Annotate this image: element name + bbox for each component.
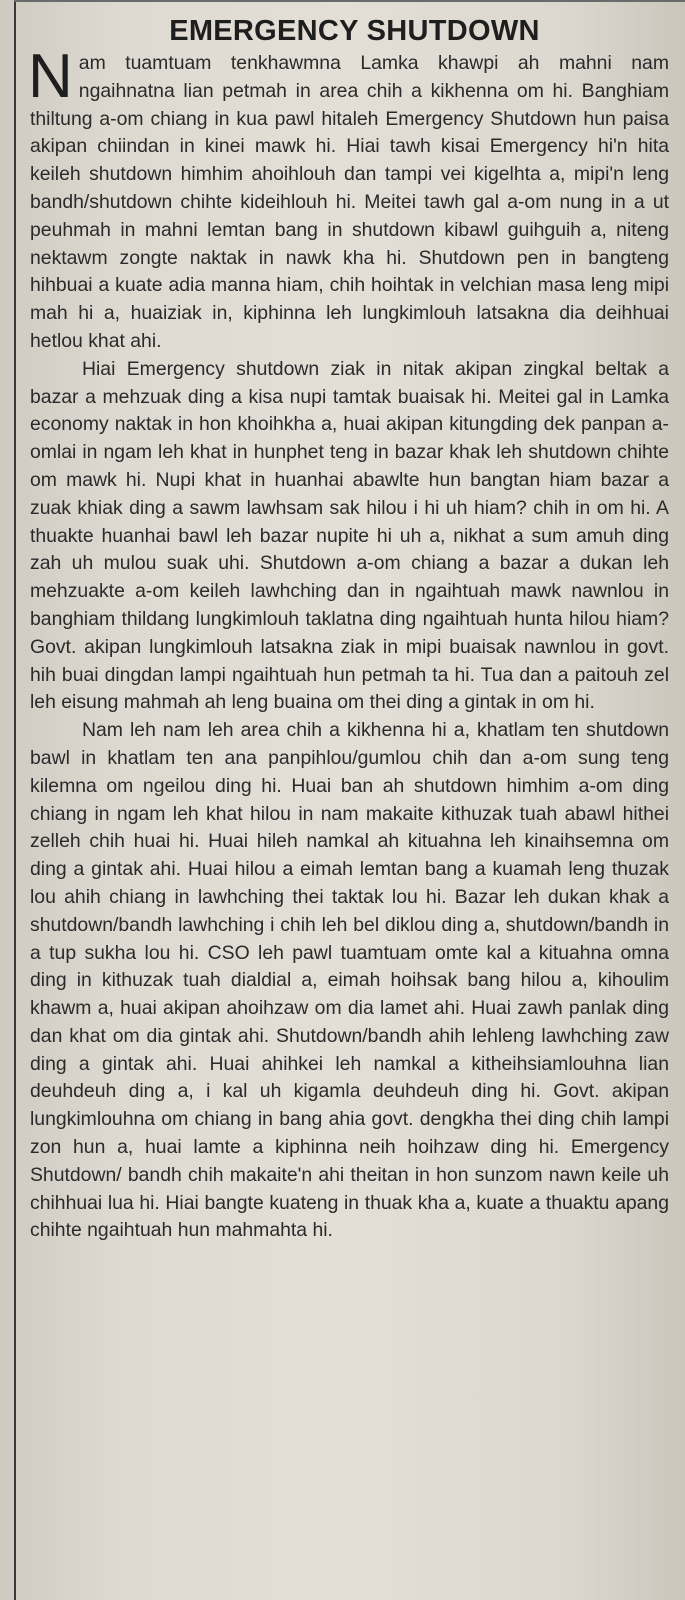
drop-cap: N bbox=[28, 42, 73, 111]
paragraph-1-text: am tuamtuam tenkhawmna Lamka khawpi ah mahni nam ngaihnatna lian petmah in area chih a kikhenna om hi. Banghiam thiltung a-om chiang in kua pawl hitaleh Emergency Shutdown hun paisa akipan chiindan in kinei mawk hi. Hiai tawh kisai Emergency hi'n hita keileh shutdown himhim ahoihlouh dan tampi vei kigelhta a, mipi'n leng bandh/shutdown chihte kideihlouh hi. Meitei tawh gal a-om nung in a ut peuhmah in mahni lemtan bang in shutdown kibawl guihguih a, niteng nektawm zongte naktak in nawk kha hi. Shutdown pen in bangteng hihbuai a kuate adia manna hiam, chih hoihtak in velchian masa leng mipi mah hi a, huaiziak in, kiphinna leh lungkimlouh latsakna dia deihhuai hetlou khat ahi. bbox=[30, 52, 669, 352]
paragraph-1 bbox=[28, 42, 669, 356]
article-body bbox=[28, 42, 669, 1245]
paragraph-3: Nam leh nam leh area chih a kikhenna hi a, khatlam ten shutdown bawl in khatlam ten ana panpihlou/gumlou chih dan a-om sung teng kilemna om ngeilou ding hi. Huai ban ah shutdown himhim a-om ding chiang in ngam leh khat hilou in nam makaite kithuzak tuah abawl hithei zelleh chih huai hi. Huai hileh namkal ah kituahna leh kinaihsemna om ding a gintak ahi. Huai hilou a eimah lemtan bang a kuamah leng thuzak lou ahih chiang in lawhching thei taktak lou hi. Bazar leh dukan khak a shutdown/bandh lawhching i chih leh bel diklou ding a, shutdown/bandh in a tup sukha lou hi. CSO leh pawl tuamtuam omte kal a kituahna omna ding in kithuzak tuah dialdial a, eimah hoihsak bang hilou a, kihoulim khawm a, huai akipan ahoihzaw om dia lamet ahi. Huai zawh panlak ding dan khat om dia gintak ahi. Shutdown/bandh ahih lehleng lawhching zaw ding a gintak ahi. Huai ahihkei leh namkal a kitheihsiamlouhna lian deuhdeuh ding a, i kal uh kigamla deuhdeuh ding hi. Govt. akipan lungkimlouhna om chiang in bang ahia govt. dengkha thei ding chih lampi zon hun a, huai lamte a kiphinna neih hoihzaw ding hi. Emergency Shutdown/ bandh chih makaite'n ahi theitan in hon sunzom nawn keile uh chihhuai lua hi. Hiai bangte kuateng in thuak kha a, kuate a thuaktu apang chihte ngaihtuah hun mahmahta hi. bbox=[30, 719, 669, 1242]
paragraph-2: Hiai Emergency shutdown ziak in nitak akipan zingkal beltak a bazar a mehzuak ding a kisa nupi tamtak buaisak hi. Meitei gal in Lamka economy naktak in hon khoihkha a, huai akipan kitungding dek panpan a-omlai in ngam leh khat in hunphet teng in bazar khak leh shutdown chihte om mawk hi. Nupi khat in huanhai abawlte hun bangtan hiam bazar a zuak khiak ding a sawm lawhsam sak hilou i hi uh hiam? chih in om hi. A thuakte huanhai bawl leh bazar nupite hi uh a, nikhat a sum amuh ding zah uh mulou suak uhi. Shutdown a-om chiang a bazar a dukan leh mehzuakte a-om keileh lawhching dan in ngaihtuah mawk nawnlou in banghiam thildang lungkimlouh taklatna ding ngaihtuah hunta hilou hiam? Govt. akipan lungkimlouh latsakna ziak in mipi buaisak nawnlou in govt. hih buai dingdan lampi ngaihtuah hun petmah ta hi. Tua dan a paitouh zel leh eisung mahmah ah leng buaina om thei ding a gintak in om hi. bbox=[30, 357, 669, 714]
column-rule-top bbox=[14, 0, 685, 2]
column-rule-left bbox=[14, 0, 16, 1600]
headline: EMERGENCY SHUTDOWN bbox=[169, 15, 540, 47]
